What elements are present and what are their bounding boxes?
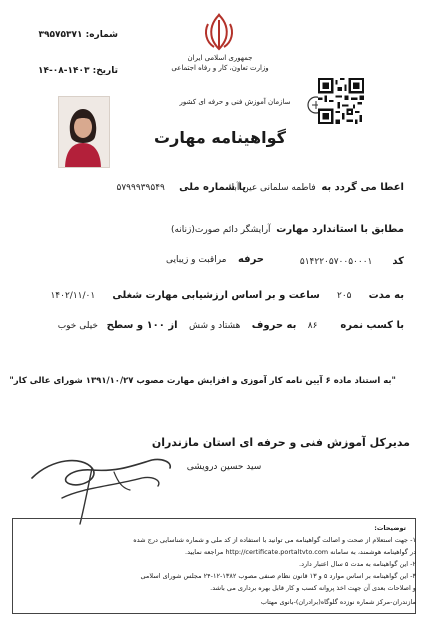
duration-row: [50, 290, 404, 301]
organization-name: سازمان آموزش فنی و حرفه ای کشور: [179, 98, 291, 106]
person-photo-icon: [58, 97, 109, 168]
code-row: [300, 256, 404, 267]
certificate-number: [39, 30, 118, 40]
of-100-label: از ۱۰۰ و سطح: [106, 320, 178, 331]
score-row: [58, 320, 404, 331]
note-item: در گواهینامه هوشمند، به سامانه http://certificate.portaltvto.com مراجعه نمایید.: [185, 548, 416, 556]
recipient-row: [228, 182, 404, 193]
score-words-value: هشتاد و شش: [189, 321, 241, 331]
recipient-name: فاطمه سلمانی عین آباد: [227, 183, 316, 193]
ministry-name: وزارت تعاون، کار و رفاه اجتماعی: [171, 64, 269, 72]
date-value: ۱۴۰۳-۰۸-۱۴: [37, 66, 90, 76]
standard-row: [171, 224, 404, 235]
certificate-number-value: ۳۹۵۷۵۳۷۱: [38, 30, 83, 40]
manager-signature-icon: [22, 438, 182, 528]
level-value: خیلی خوب: [57, 321, 98, 331]
qr-code: [318, 78, 364, 124]
code-value: ۵۱۴۲۲۰۵۷۰۰۵۰۰۰۱: [299, 257, 373, 267]
code-label: کد: [392, 256, 404, 267]
duration-value: ۲۰۵: [336, 291, 352, 301]
note-item: ۲- این گواهینامه به مدت ۵ سال اعتبار دارد.: [299, 560, 416, 568]
duration-label: به مدت: [368, 290, 404, 301]
hours-label: ساعت و بر اساس ارزشیابی مهارت شغلی: [112, 290, 320, 301]
granted-label: اعطا می گردد به: [321, 182, 404, 193]
date-label: تاریخ:: [92, 66, 118, 76]
profession-row: [166, 254, 264, 265]
national-id-row: [117, 182, 246, 193]
profession-value: مراقبت و زیبایی: [165, 255, 227, 265]
training-center-footer: مازندران-مرکز شماره نوزده گلوگاه(برادران)-بانوی مهتاب: [260, 598, 416, 606]
standard-value: آرایشگر دائم صورت(زنانه): [170, 225, 271, 235]
manager-title: مدیرکل آموزش فنی و حرفه ای استان مازندران: [151, 436, 410, 449]
note-item: ۳- این گواهینامه بر اساس موارد ۵ و ۱۳ قانون نظام صنفی مصوب ۱۳۸۲-۱۲-۲۴ مجلس شورای اسلامی: [140, 572, 416, 580]
profession-label: حرفه: [237, 254, 264, 265]
certificate-number-label: شماره:: [85, 30, 118, 40]
score-words-label: به حروف: [251, 320, 297, 331]
note-item: و اصلاحات بعدی آن جهت اخذ پروانه کسب و کار قابل بهره برداری می باشد.: [210, 584, 416, 592]
notes-title: توضیحات:: [374, 524, 406, 532]
iran-emblem-icon: [200, 12, 238, 52]
standard-label: مطابق با استاندارد مهارت: [276, 224, 404, 235]
assessment-date: ۱۴۰۲/۱۱/۰۱: [50, 291, 96, 301]
certificate-title: گواهینامه مهارت: [154, 128, 286, 147]
certificate-date: [38, 66, 118, 76]
holder-photo: [58, 96, 110, 168]
national-id-label: با شماره ملی: [179, 182, 246, 193]
national-id-value: ۵۷۹۹۹۳۹۵۴۹: [116, 183, 165, 193]
score-value: ۸۶: [307, 321, 318, 331]
score-label: با کسب نمره: [340, 320, 404, 331]
manager-name: سید حسین درویشی: [186, 462, 262, 472]
country-name: جمهوری اسلامی ایران: [187, 54, 253, 62]
note-item: ۱- جهت استعلام از صحت و اصالت گواهینامه می توانید با استفاده از کد ملی و شماره شناسایی درج شده: [133, 536, 416, 544]
article-statement: "به استناد ماده ۶ آیین نامه کار آموزی و افزایش مهارت مصوب ۱۳۹۱/۱۰/۲۷ شورای عالی کار": [9, 376, 396, 386]
